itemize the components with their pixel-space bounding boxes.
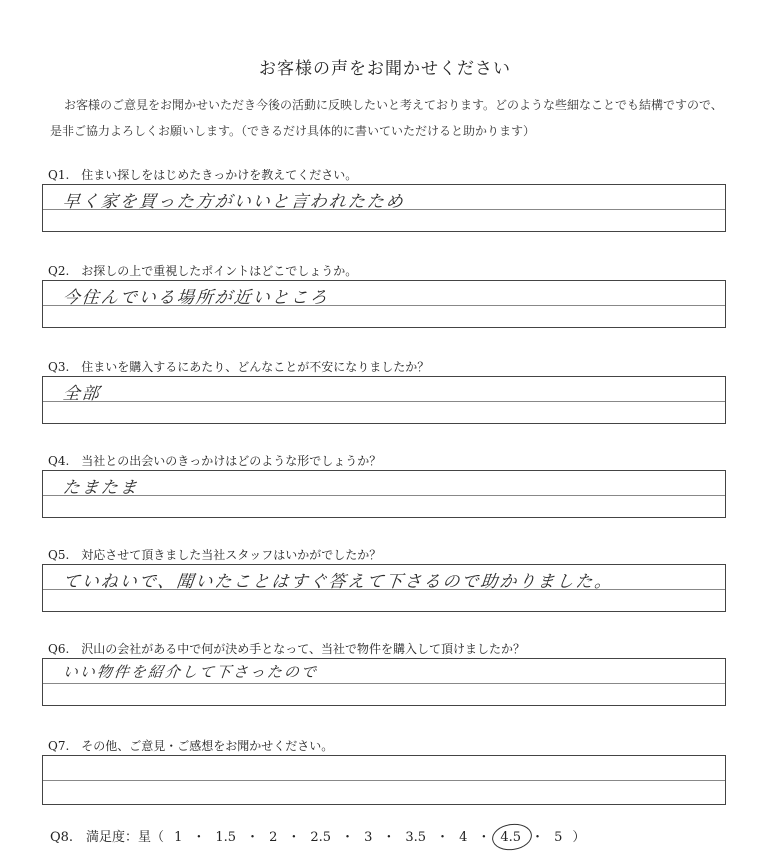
answer-2-box	[42, 280, 726, 328]
answer-2-text: 今住んでいる場所が近いところ	[61, 288, 330, 308]
rating-option-4-5: 4.5	[496, 830, 525, 845]
answer-4-text: たまたま	[61, 478, 140, 498]
intro-text: お客様のご意見をお聞かせいただき今後の活動に反映したいと考えております。どのような些細なことでも結構ですので、是非ご協力よろしくお願いします。（できるだけ具体的に書いていただけると助かります）	[50, 98, 723, 138]
rating-options	[170, 830, 566, 845]
answer-3-text: 全部	[61, 384, 102, 404]
rating-separator: ・	[531, 830, 545, 845]
rating-option-4: 4	[459, 830, 468, 845]
rating-option-1-5: 1.5	[215, 830, 237, 845]
question-5-label: Q5. 対応させて頂きました当社スタッフはいかがでしたか？	[48, 548, 382, 562]
rating-option-2: 2	[269, 830, 278, 845]
question-4-label: Q4. 当社との出会いのきっかけはどのような形でしょうか？	[48, 454, 382, 468]
rating-separator: ・	[192, 830, 206, 845]
rating-separator: ・	[436, 830, 450, 845]
answer-6-text: いい物件を紹介して下さったので	[62, 663, 319, 681]
answer-7-box	[42, 755, 726, 805]
rating-close: ）	[572, 830, 586, 845]
answer-3-box	[42, 376, 726, 424]
question-3-label: Q3. 住まいを購入するにあたり、どんなことが不安になりましたか？	[48, 360, 430, 374]
rating-separator: ・	[287, 830, 301, 845]
form-title: お客様の声をお聞かせください	[259, 59, 511, 79]
satisfaction-rating	[50, 826, 585, 845]
question-6-label: Q6. 沢山の会社がある中で何が決め手となって、当社で物件を購入して頂けましたか？	[48, 642, 526, 656]
rating-separator: ・	[477, 830, 491, 845]
rating-option-3: 3	[364, 830, 373, 845]
rating-option-1: 1	[174, 830, 183, 845]
answer-5-box	[42, 564, 726, 612]
question-7-label: Q7. その他、ご意見・ご感想をお聞かせください。	[48, 739, 334, 753]
rating-separator: ・	[341, 830, 355, 845]
answer-4-box	[42, 470, 726, 518]
answer-1-text: 早く家を買った方がいいと言われたため	[61, 192, 406, 212]
answer-5-text: ていねいで、聞いたことはすぐ答えて下さるので助かりました。	[61, 572, 615, 592]
rating-option-3-5: 3.5	[405, 830, 427, 845]
rating-option-5: 5	[554, 830, 563, 845]
rating-separator: ・	[382, 830, 396, 845]
answer-1-box	[42, 184, 726, 232]
answer-6-box	[42, 658, 726, 706]
question-2-label: Q2. お探しの上で重視したポイントはどこでしょうか。	[48, 264, 358, 278]
rating-label: Q8. 満足度：星（	[50, 830, 165, 845]
rating-option-2-5: 2.5	[310, 830, 332, 845]
question-1-label: Q1. 住まい探しをはじめたきっかけを教えてください。	[48, 168, 358, 182]
rating-separator: ・	[246, 830, 260, 845]
